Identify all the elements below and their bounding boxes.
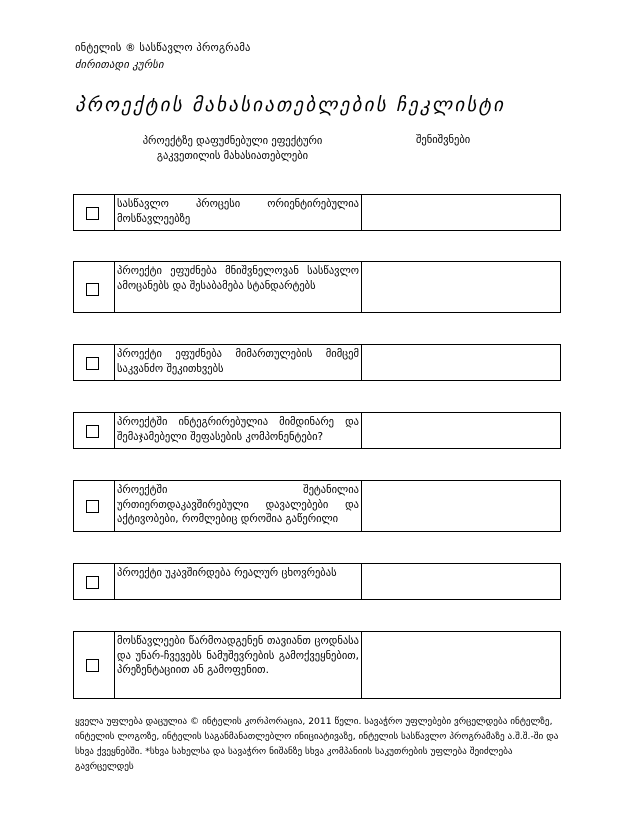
notes-cell[interactable] [362, 481, 560, 531]
checkbox-cell [74, 195, 115, 230]
checkbox[interactable] [86, 207, 99, 220]
notes-cell[interactable] [362, 195, 560, 230]
characteristic-text: მოსწავლეები წარმოადგენენ თავიანთ ცოდნასა და უნარ-ჩვევებს ნამუშევრების გამოქვეყნებით, პრეზენტაციით ან გამოფენით. [115, 632, 362, 698]
checkbox-cell [74, 345, 115, 380]
checkbox[interactable] [86, 659, 99, 672]
checkbox[interactable] [86, 357, 99, 370]
checkbox[interactable] [86, 425, 99, 438]
column-header-notes: შენიშვნები [416, 134, 471, 146]
characteristic-text: პროექტი ეფუძნება მიმართულების მიმცემ საკვანძო შეკითხვებს [115, 345, 362, 380]
checkbox-cell [74, 262, 115, 312]
checklist-row [73, 261, 561, 313]
notes-cell[interactable] [362, 564, 560, 599]
notes-cell[interactable] [362, 632, 560, 698]
checklist-row [73, 631, 561, 699]
checklist-row [73, 412, 561, 449]
notes-cell[interactable] [362, 413, 560, 448]
copyright-footer: ყველა უფლება დაცულია © ინტელის კორპორაცია, 2011 წელი. სავაჭრო უფლებები ვრცელდება ინტელზე, ინტელის ლოგოზე, ინტელის საგანმანათლებლო ინიციატივაზე, ინტელის სასწავლო პროგრამაზე ა.შ.შ.-ში და სხვა ქვეყნებში. *სხვა სახელსა და სავაჭრო ნიშანზე სხვა კომპანიის საკუთრების უფლება შეიძლება გავრცელდეს [75, 716, 559, 772]
notes-cell[interactable] [362, 262, 560, 312]
checklist-row [73, 344, 561, 381]
checklist-row [73, 480, 561, 532]
checklist-row [73, 563, 561, 600]
characteristic-text: პროექტი ეფუძნება მნიშვნელოვან სასწავლო ამოცანებს და შესაბამება სტანდარტებს [115, 262, 362, 312]
characteristic-text: პროექტში შეტანილია ურთიერთდაკავშირებული დავალებები და აქტივობები, რომლებიც დროშია გაწერილი [115, 481, 362, 531]
characteristic-text: პროექტში ინტეგრირებულია მიმდინარე და შემაჯამებელი შეფასების კომპონენტები? [115, 413, 362, 448]
checklist-row [73, 194, 561, 231]
column-header-characteristics: პროექტზე დაფუძნებული ეფექტური გაკვეთილის მახასიათებლები [142, 135, 323, 162]
characteristic-text: პროექტი უკავშირდება რეალურ ცხოვრებას [115, 564, 362, 599]
page-title: პროექტის მახასიათებლების ჩეკლისტი [75, 94, 506, 116]
checkbox[interactable] [86, 500, 99, 513]
checkbox-cell [74, 413, 115, 448]
checkbox-cell [74, 481, 115, 531]
checkbox-cell [74, 632, 115, 698]
notes-cell[interactable] [362, 345, 560, 380]
course-name: ძირითადი კურსი [75, 59, 164, 71]
program-name: ინტელის ® სასწავლო პროგრამა [75, 42, 251, 54]
checkbox[interactable] [86, 576, 99, 589]
characteristic-text: სასწავლო პროცესი ორიენტირებულია მოსწავლეებზე [115, 195, 362, 230]
checkbox-cell [74, 564, 115, 599]
checkbox[interactable] [86, 283, 99, 296]
